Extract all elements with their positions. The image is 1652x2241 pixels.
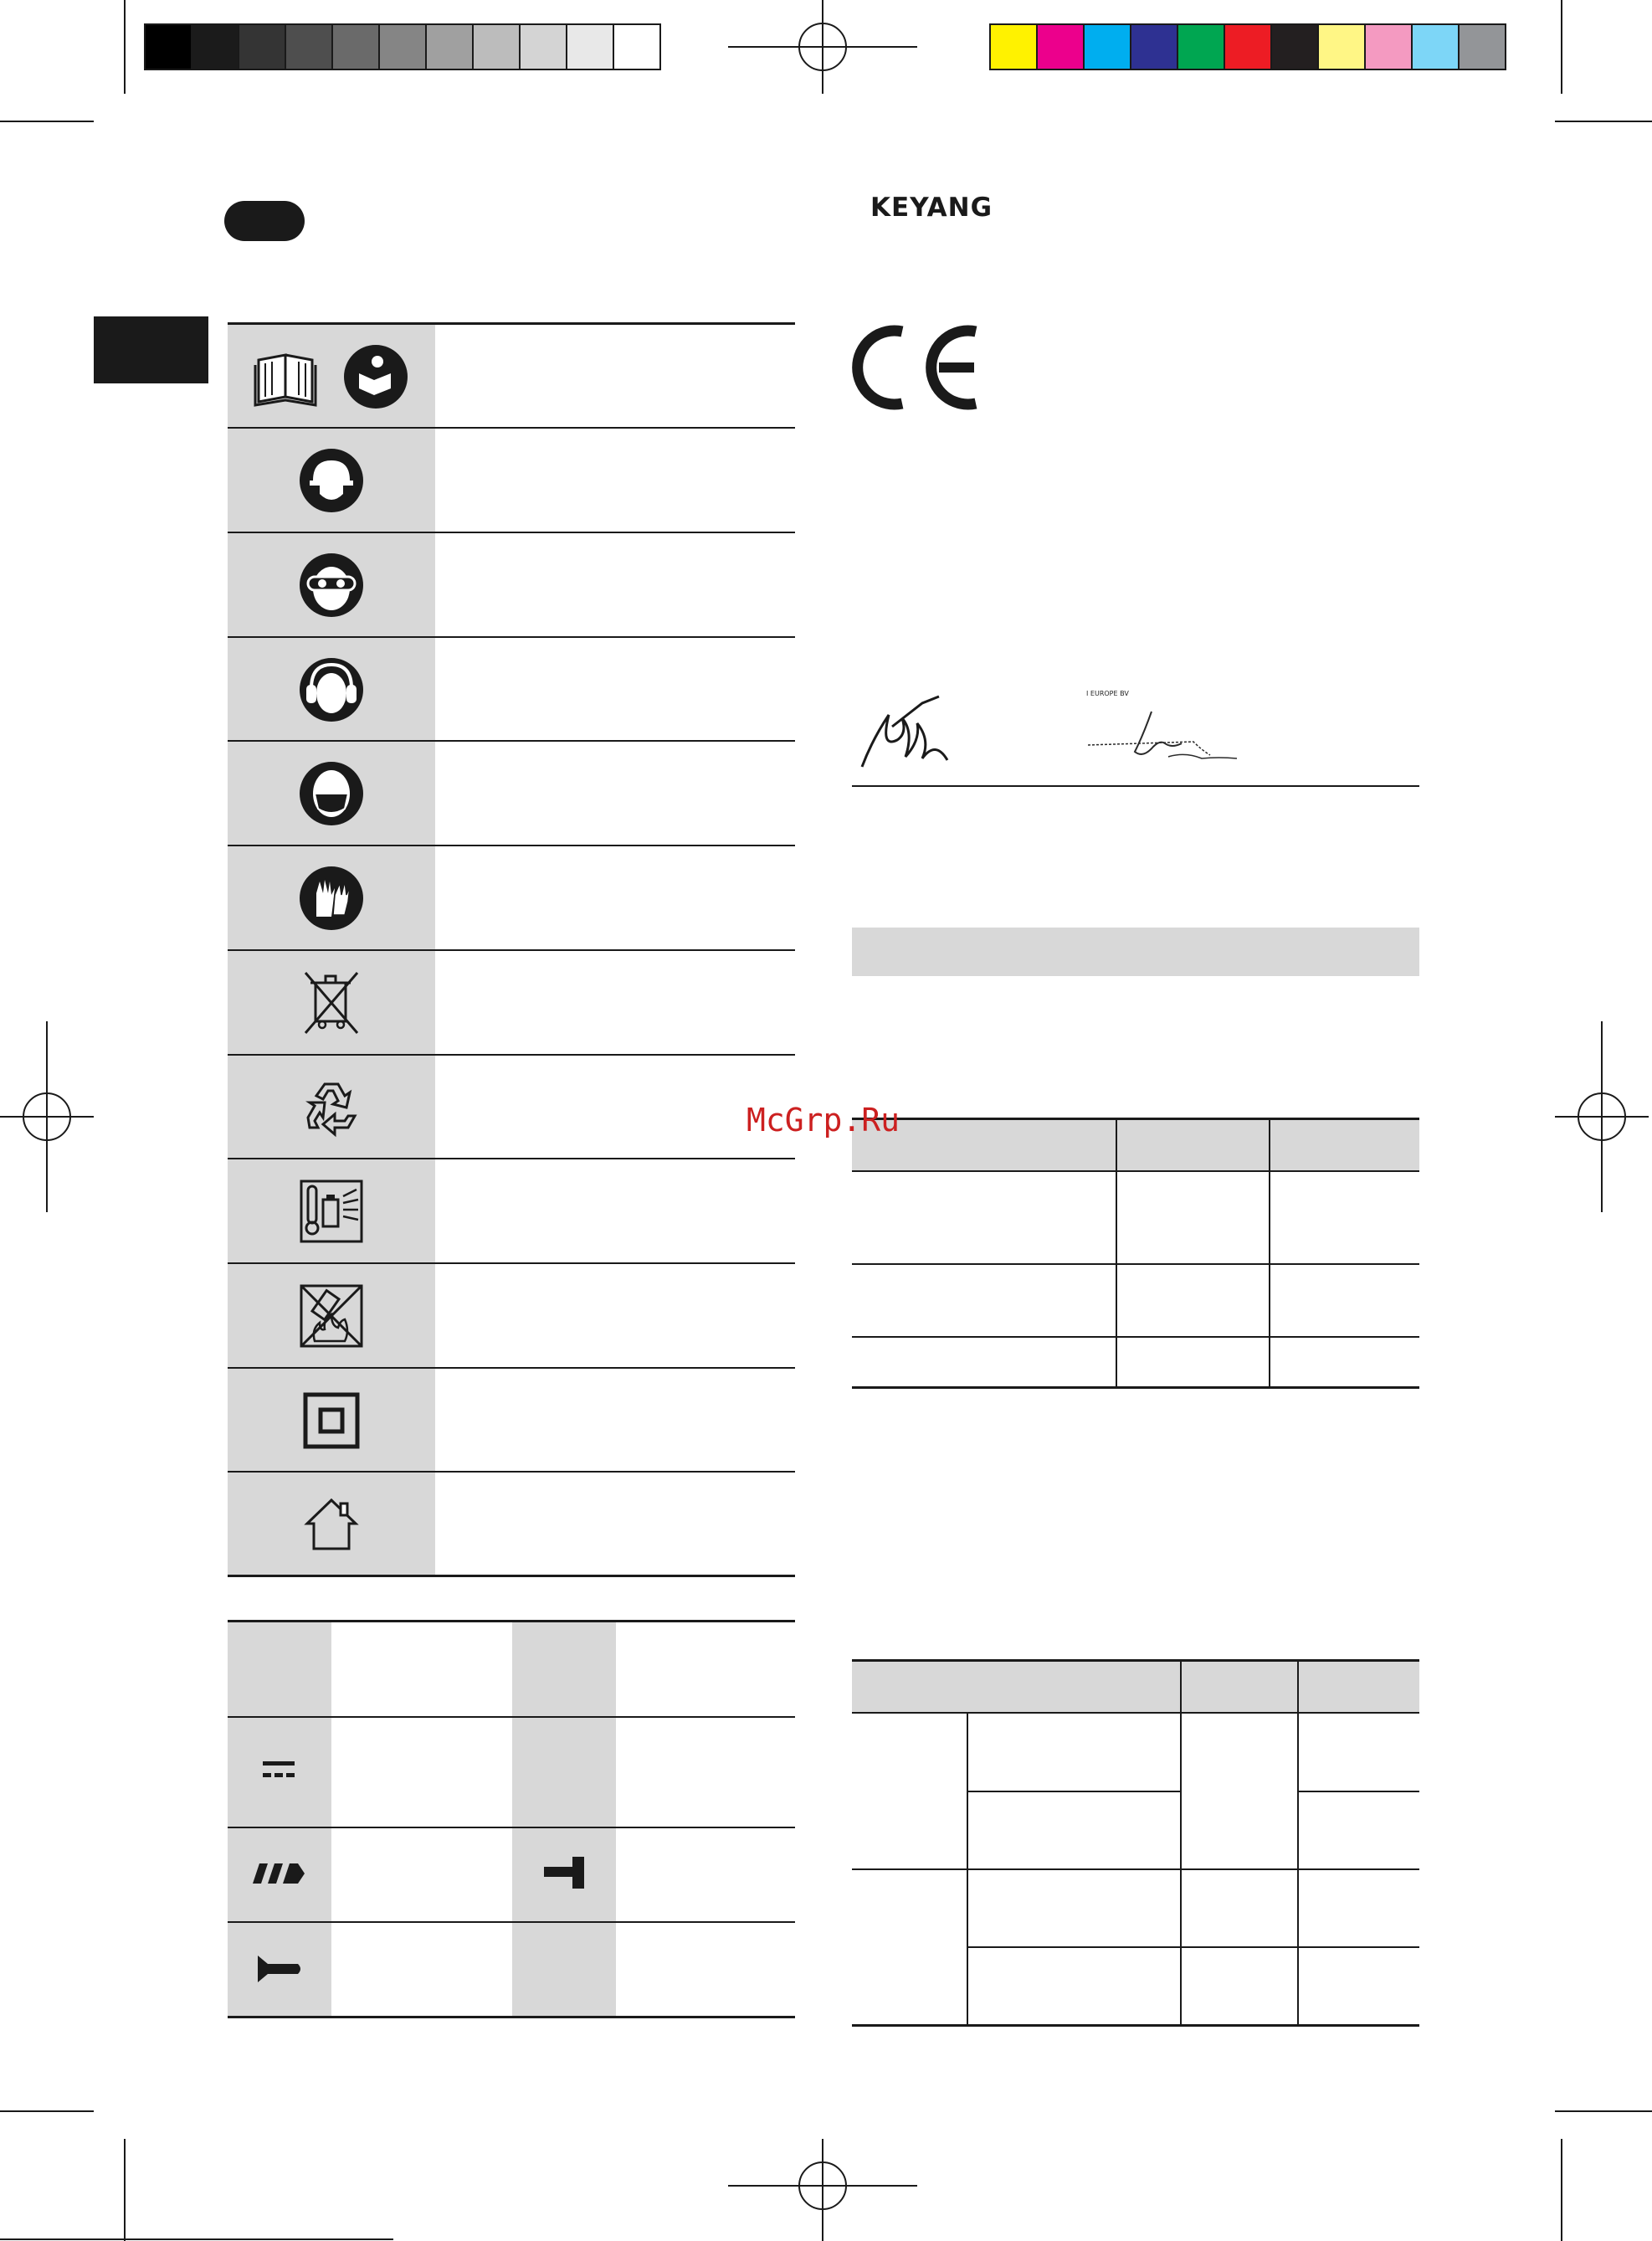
color-swatch: [1130, 23, 1178, 70]
safety-gloves-icon: [298, 865, 365, 932]
recycle-icon: [298, 1074, 365, 1141]
gray-swatch: [566, 23, 614, 70]
brand-logo: KEYANG: [870, 193, 993, 223]
crop-mark: [1561, 2139, 1562, 2241]
section-header-bar: [852, 928, 1419, 976]
symbol-row-2: [228, 429, 435, 532]
temperature-battery-icon: [298, 1178, 365, 1245]
gray-swatch: [285, 23, 333, 70]
registration-mark-top: [728, 0, 921, 96]
unit-icon-column-2: [512, 1622, 616, 2016]
symbol-row-1: [228, 325, 435, 428]
color-swatch: [1411, 23, 1460, 70]
crop-mark: [1561, 0, 1562, 94]
symbol-row-4: [228, 638, 435, 741]
section-tab: [94, 316, 208, 383]
gray-swatch: [144, 23, 192, 70]
speed-setting-icon: [249, 1860, 308, 1885]
company-small-text: I EUROPE BV: [1086, 690, 1129, 697]
symbol-row-7: [228, 951, 435, 1054]
symbol-row-9: [228, 1159, 435, 1262]
no-fire-battery-icon: [298, 1282, 365, 1349]
signature-1: [855, 690, 956, 774]
direct-current-icon: [259, 1758, 298, 1781]
crop-mark: [1555, 2110, 1652, 2112]
double-insulation-icon: [302, 1391, 361, 1450]
ear-protection-icon: [298, 656, 365, 723]
registration-mark-left: [0, 1021, 96, 1214]
watermark-text: McGrp.Ru: [746, 1102, 900, 1138]
gray-swatch: [425, 23, 474, 70]
dust-mask-icon: [298, 760, 365, 827]
color-swatch: [1036, 23, 1085, 70]
symbol-row-3: [228, 533, 435, 636]
trim-line: [0, 2238, 393, 2240]
gray-swatch: [472, 23, 521, 70]
safety-helmet-icon: [298, 447, 365, 514]
symbol-row-8: [228, 1056, 435, 1159]
color-swatch: [1083, 23, 1131, 70]
registration-mark-right: [1555, 1021, 1652, 1214]
ce-mark: [852, 321, 982, 414]
color-swatch: [1224, 23, 1272, 70]
gray-swatch: [191, 23, 239, 70]
color-swatch: [989, 23, 1038, 70]
safety-goggles-icon: [298, 552, 365, 619]
color-swatch: [1364, 23, 1413, 70]
weee-bin-icon: [302, 969, 361, 1036]
symbol-row-11: [228, 1369, 435, 1472]
color-swatch: [1177, 23, 1225, 70]
language-badge: [224, 201, 305, 241]
crop-mark: [124, 0, 126, 94]
gray-swatch: [378, 23, 427, 70]
symbol-row-5: [228, 742, 435, 845]
crop-mark: [0, 2110, 94, 2112]
color-swatch: [1317, 23, 1366, 70]
registration-mark-bottom: [728, 2139, 921, 2241]
crop-mark: [124, 2139, 126, 2241]
indoor-use-icon: [302, 1495, 361, 1554]
crop-mark: [0, 121, 94, 122]
symbol-row-10: [228, 1264, 435, 1367]
crop-mark: [1555, 121, 1652, 122]
gray-swatch: [519, 23, 567, 70]
color-swatch: [1458, 23, 1506, 70]
read-manual-icon: [252, 343, 411, 410]
gray-swatch: [238, 23, 286, 70]
bolt-icon: [541, 1853, 589, 1892]
symbol-row-6: [228, 846, 435, 949]
screw-icon: [254, 1952, 305, 1986]
color-swatch: [1270, 23, 1319, 70]
gray-swatch: [613, 23, 661, 70]
gray-swatch: [331, 23, 380, 70]
symbol-row-12: [228, 1473, 435, 1575]
signature-2: [1085, 710, 1244, 770]
signature-rule: [852, 785, 1419, 787]
